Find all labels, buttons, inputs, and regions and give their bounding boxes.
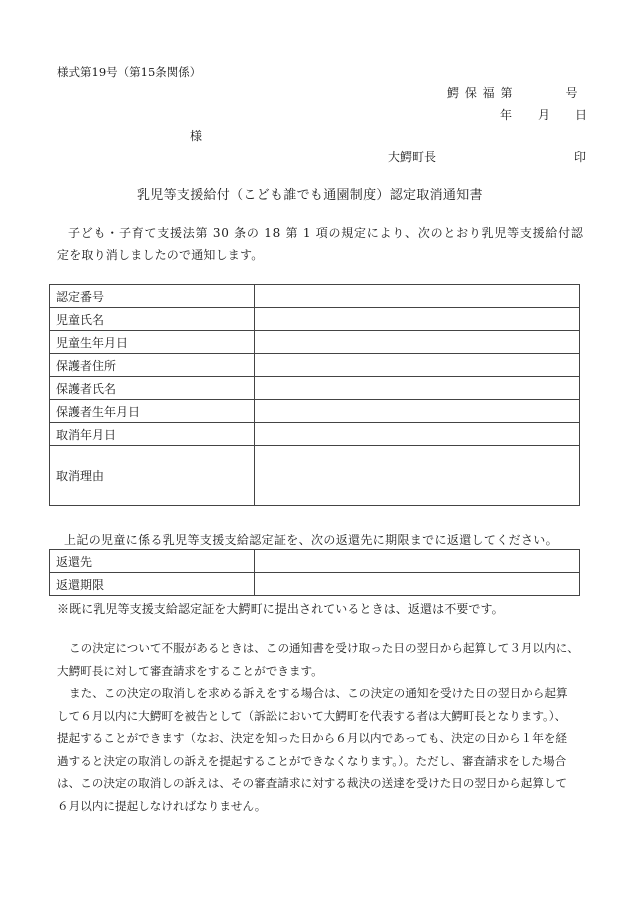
row-value[interactable] <box>255 285 580 308</box>
appeal-line: 提起することができます（なお、決定を知った日から６月以内であっても、決定の日から１年を経 <box>57 731 568 745</box>
return-info-table <box>49 549 580 596</box>
appeal-paragraph <box>57 637 602 817</box>
row-label: 認定番号 <box>50 285 255 308</box>
seal-mark: 印 <box>574 150 587 164</box>
table-row <box>50 285 580 308</box>
row-label: 取消理由 <box>50 446 255 506</box>
certification-info-table <box>49 284 580 506</box>
sender <box>388 148 587 165</box>
row-value[interactable] <box>255 377 580 400</box>
sender-name: 大鰐町長 <box>388 150 437 164</box>
recipient-suffix: 様 <box>190 129 203 143</box>
row-label: 児童氏名 <box>50 308 255 331</box>
appeal-line: ６月以内に提起しなければなりません。 <box>57 798 267 813</box>
row-label: 保護者生年月日 <box>50 400 255 423</box>
table-row <box>50 400 580 423</box>
row-label: 児童生年月日 <box>50 331 255 354</box>
issue-date <box>500 106 587 123</box>
table-row <box>50 354 580 377</box>
table-row <box>50 331 580 354</box>
row-label: 返還期限 <box>50 573 255 596</box>
intro-paragraph <box>57 222 592 266</box>
intro-line-2: 定を取り消しましたので通知します。 <box>57 248 264 262</box>
row-value[interactable] <box>255 573 580 596</box>
row-value[interactable] <box>255 550 580 573</box>
appeal-line: また、この決定の取消しを求める訴えをする場合は、この決定の通知を受けた日の翌日から起算 <box>69 686 568 700</box>
row-label: 保護者住所 <box>50 354 255 377</box>
return-notice: 上記の児童に係る乳児等支援支給認定証を、次の返還先に期限までに返還してください。 <box>64 533 559 547</box>
row-value[interactable] <box>255 354 580 377</box>
row-value[interactable] <box>255 446 580 506</box>
return-note: ※既に乳児等支援支給認定証を大鰐町に提出されているときは、返還は不要です。 <box>57 602 504 616</box>
row-label: 保護者氏名 <box>50 377 255 400</box>
document-number-prefix: 鰐 保 福 第 <box>447 86 514 100</box>
row-value[interactable] <box>255 400 580 423</box>
date-day: 日 <box>575 108 588 122</box>
appeal-line: して６月以内に大鰐町を被告として（訴訟において大鰐町を代表する者は大鰐町長となります。）、 <box>57 708 567 723</box>
document-title: 乳児等支援給付（こども誰でも通園制度）認定取消通知書 <box>137 188 483 203</box>
table-row <box>50 308 580 331</box>
intro-line-1: 子ども・子育て支援法第 30 条の 18 第 1 項の規定により、次のとおり乳児等支援給付認 <box>68 226 584 240</box>
table-row <box>50 573 580 596</box>
form-number: 様式第19号（第15条関係） <box>57 65 202 79</box>
table-row <box>50 377 580 400</box>
appeal-line: 過すると決定の取消しの訴えを提起することができなくなります。）。ただし、審査請求をした場合 <box>57 753 567 768</box>
table-row <box>50 446 580 506</box>
appeal-line: この決定について不服があるときは、この通知書を受け取った日の翌日から起算して３月以内に、 <box>69 641 579 655</box>
row-value[interactable] <box>255 423 580 446</box>
date-year: 年 <box>500 108 513 122</box>
appeal-line: は、この決定の取消しの訴えは、その審査請求に対する裁決の送達を受けた日の翌日から起算して <box>57 776 568 790</box>
row-value[interactable] <box>255 308 580 331</box>
document-number-suffix: 号 <box>565 86 579 100</box>
row-label: 返還先 <box>50 550 255 573</box>
row-label: 取消年月日 <box>50 423 255 446</box>
document-number <box>447 84 578 101</box>
appeal-line: 大鰐町長に対して審査請求をすることができます。 <box>57 663 323 678</box>
table-row <box>50 423 580 446</box>
date-month: 月 <box>538 108 551 122</box>
table-row <box>50 550 580 573</box>
row-value[interactable] <box>255 331 580 354</box>
